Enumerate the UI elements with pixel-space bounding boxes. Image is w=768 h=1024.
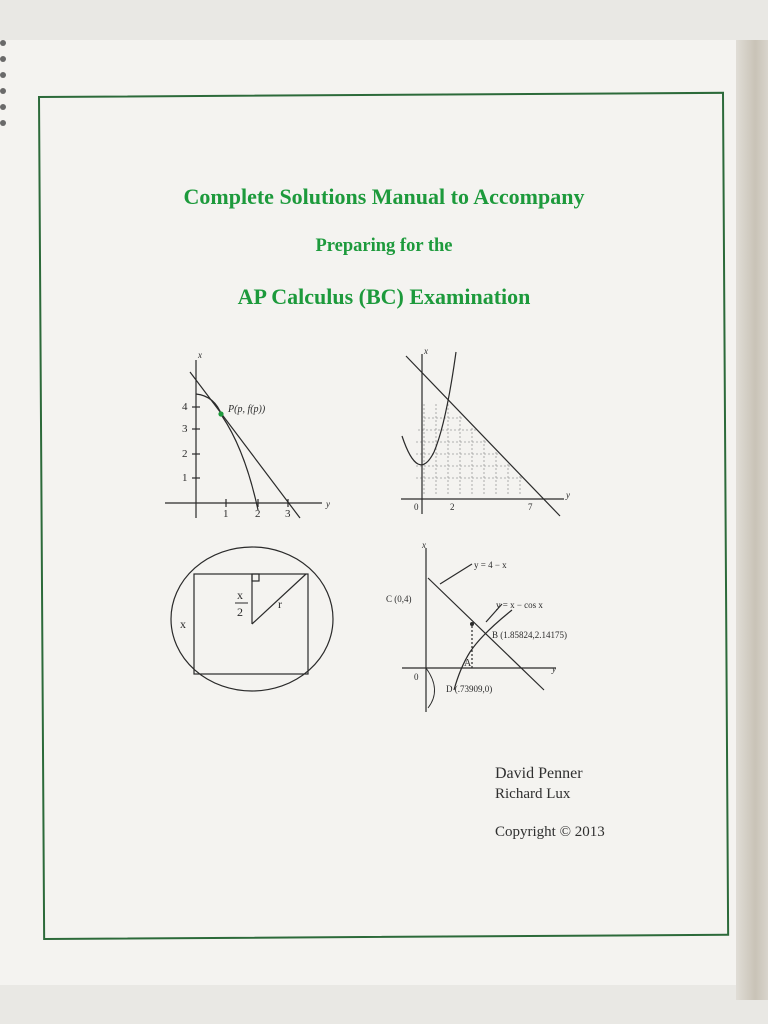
fig1-axis-y-label: y: [326, 499, 330, 509]
fig4-point-a-label: A: [464, 658, 472, 669]
fig4-point-b-label: B (1.85824,2.14175): [492, 630, 567, 640]
author-name: David Penner: [495, 765, 583, 782]
author-name: Richard Lux: [495, 786, 571, 802]
fig4-point-b: [470, 622, 474, 626]
fig1-tangent-line: [190, 372, 300, 518]
authors-block: [495, 764, 605, 842]
fig4-axis-x-label: x: [422, 540, 426, 550]
fig1-tick-label: 2: [255, 508, 261, 520]
title-line-3: AP Calculus (BC) Examination: [237, 284, 531, 309]
fig2-axis-x-label: x: [424, 346, 428, 356]
fig4-arc-a: [426, 668, 435, 708]
fig1-tick-label: 1: [182, 472, 188, 484]
fig2-axis-y-label: y: [566, 490, 570, 500]
figure-parabola-grid: [396, 344, 586, 519]
fig4-line2-label: y = x − cos x: [496, 600, 543, 610]
fig1-tick-label: 3: [285, 508, 291, 520]
punch-hole: [0, 120, 6, 126]
punch-hole: [0, 72, 6, 78]
fig4-point-d-label: D (.73909,0): [446, 684, 493, 694]
fig2-tick-label: 7: [528, 502, 533, 512]
fig3-half-num: x: [237, 588, 243, 602]
figure-tangent-line: [160, 350, 350, 520]
figure-square-in-circle: [166, 544, 336, 694]
fig4-axis-y-label: y: [552, 664, 556, 674]
fig4-point-c-label: C (0,4): [386, 594, 412, 604]
fig3-radius-label: r: [278, 597, 282, 611]
fig2-line: [406, 356, 560, 516]
fig1-tick-label: 1: [223, 508, 229, 520]
fig3-right-angle: [252, 574, 259, 581]
fig1-tick-label: 4: [182, 401, 188, 413]
title-line-1: Complete Solutions Manual to Accompany: [183, 184, 585, 209]
fig1-tick-label: 3: [182, 423, 188, 435]
fig3-square: [194, 574, 308, 674]
punch-hole: [0, 56, 6, 62]
punch-hole: [0, 88, 6, 94]
punch-holes: [0, 40, 8, 136]
fig3-side-label: x: [180, 617, 186, 631]
fig4-leader: [440, 564, 472, 584]
title-line-2: Preparing for the: [315, 236, 453, 256]
fig3-half-den: 2: [237, 605, 243, 619]
fig4-line1-label: y = 4 − x: [474, 560, 507, 570]
fig1-tick-label: 2: [182, 448, 188, 460]
punch-hole: [0, 40, 6, 46]
fig2-tick-label: 0: [414, 502, 419, 512]
copyright-text: Copyright © 2013: [495, 824, 605, 840]
fig1-point-p: [218, 411, 223, 416]
punch-hole: [0, 104, 6, 110]
fig4-origin-label: 0: [414, 672, 419, 682]
fig1-axis-x-label: x: [198, 350, 202, 360]
figure-intersection: [384, 540, 594, 715]
fig2-tick-label: 2: [450, 502, 455, 512]
cover-border: [38, 92, 729, 940]
fig1-point-label: P(p, f(p)): [228, 404, 266, 415]
